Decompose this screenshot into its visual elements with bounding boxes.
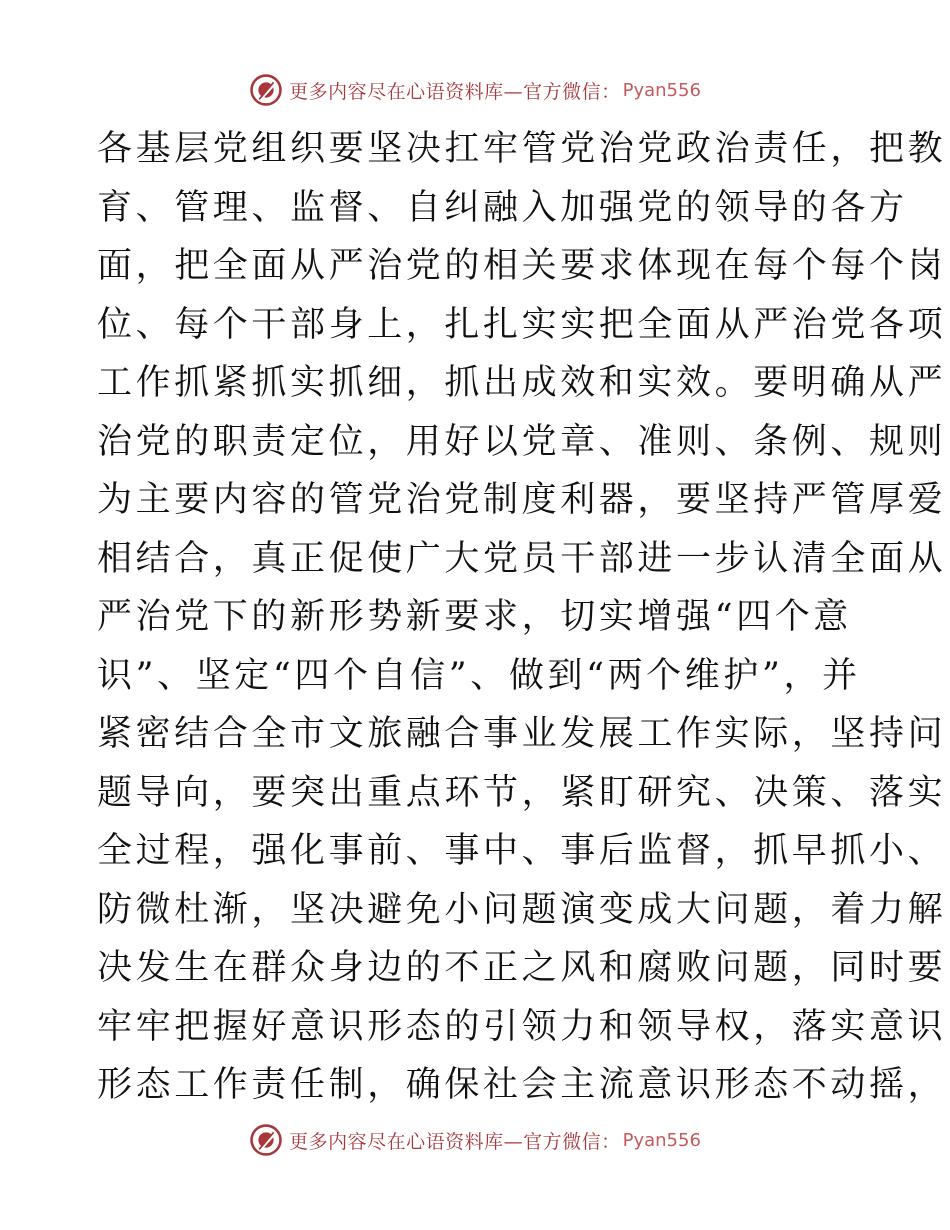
quill-logo-icon <box>249 73 283 107</box>
footer-banner <box>0 1120 950 1160</box>
text-line: 治党的职责定位，用好以党章、准则、条例、规则 <box>97 421 947 462</box>
text-line: 全过程，强化事前、事中、事后监督，抓早抓小、 <box>97 831 947 871</box>
text-line: 各基层党组织要坚决扛牢管党治党政治责任，把教 <box>97 129 947 169</box>
header-banner-text: 更多内容尽在心语资料库—官方微信： <box>289 80 621 103</box>
text-line: 位、每个干部身上，扎扎实实把全面从严治党各项 <box>97 304 947 345</box>
text-line: 面，把全面从严治党的相关要求体现在每个每个岗 <box>97 246 947 286</box>
text-line: 决发生在群众身边的不正之风和腐败问题，同时要 <box>97 948 947 988</box>
text-line: 严治党下的新形势新要求，切实增强“四个意 <box>97 597 852 637</box>
header-wechat-id: Pyan556 <box>622 79 701 101</box>
quill-logo-icon <box>249 1123 283 1157</box>
footer-wechat-id: Pyan556 <box>622 1129 701 1151</box>
header-banner <box>0 70 950 110</box>
text-line: 为主要内容的管党治党制度利器，要坚持严管厚爱 <box>97 480 947 520</box>
text-line: 识”、坚定“四个自信”、做到“两个维护”，并 <box>97 655 861 696</box>
text-line: 相结合，真正促使广大党员干部进一步认清全面从 <box>97 538 947 579</box>
footer-banner-text: 更多内容尽在心语资料库—官方微信： <box>289 1130 621 1153</box>
text-line: 防微杜渐，坚决避免小问题演变成大问题，着力解 <box>97 889 947 930</box>
text-line: 形态工作责任制，确保社会主流意识形态不动摇， <box>97 1065 947 1105</box>
text-line: 育、管理、监督、自纠融入加强党的领导的各方 <box>97 187 908 228</box>
text-line: 紧密结合全市文旅融合事业发展工作实际，坚持问 <box>97 714 947 754</box>
text-line: 工作抓紧抓实抓细，抓出成效和实效。要明确从严 <box>97 363 947 403</box>
body-paragraph <box>97 120 947 1115</box>
text-line: 牢牢把握好意识形态的引领力和领导权，落实意识 <box>97 1006 947 1047</box>
text-line: 题导向，要突出重点环节，紧盯研究、决策、落实 <box>97 772 947 813</box>
